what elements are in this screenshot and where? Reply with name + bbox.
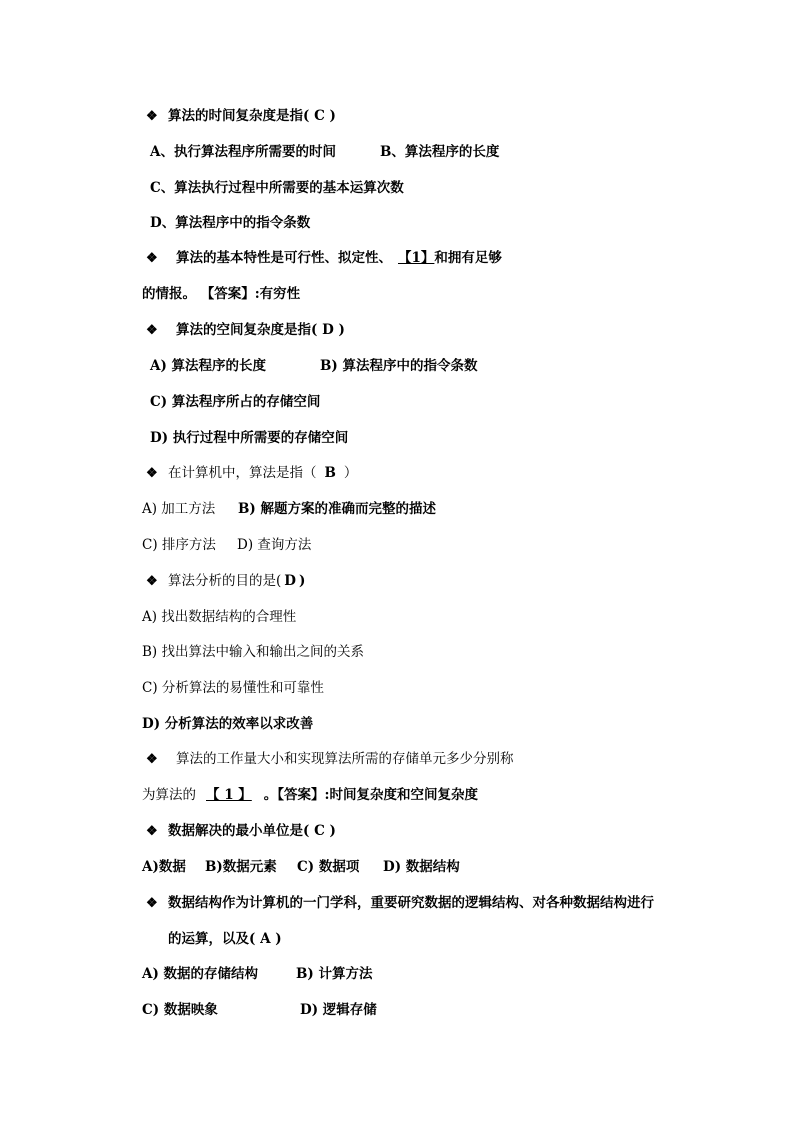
question-5-answer: D: [284, 573, 296, 589]
diamond-bullet-icon: ❖: [146, 466, 158, 481]
diamond-bullet-icon: ❖: [146, 109, 158, 124]
question-1-option-b: B、算法程序的长度: [380, 144, 500, 160]
question-4-option-c: C) 排序方法: [142, 537, 216, 553]
question-3-option-b: B) 算法程序中的指令条数: [320, 358, 478, 374]
question-6-stem: ❖ 算法的工作量大小和实现算法所需的存储单元多少分别称: [146, 749, 514, 770]
answer-blank: 【 1 】: [206, 787, 252, 803]
question-1-stem: ❖ 算法的时间复杂度是指( C ): [146, 106, 336, 127]
question-7-option-c: C) 数据项: [297, 859, 360, 875]
diamond-bullet-icon: ❖: [146, 824, 158, 839]
answer-blank: 【1】: [398, 250, 435, 266]
diamond-bullet-icon: ❖: [146, 574, 158, 589]
diamond-bullet-icon: ❖: [146, 251, 158, 266]
question-3-option-c: C) 算法程序所占的存储空间: [150, 394, 321, 410]
question-8-option-b: B) 计算方法: [296, 966, 373, 982]
question-8-option-a: A) 数据的存储结构: [142, 966, 259, 982]
diamond-bullet-icon: ❖: [146, 752, 158, 767]
question-2-stem: ❖ 算法的基本特性是可行性、拟定性、 【1】和拥有足够: [146, 248, 502, 269]
question-8-option-c: C) 数据映象: [142, 1002, 218, 1018]
question-4-stem: ❖ 在计算机中，算法是指（ B ）: [146, 463, 357, 484]
question-4-option-d: D) 查询方法: [237, 537, 312, 553]
question-4-option-b: B) 解题方案的准确而完整的描述: [238, 501, 436, 517]
diamond-bullet-icon: ❖: [146, 896, 158, 911]
question-5-option-a: A) 找出数据结构的合理性: [142, 609, 297, 625]
question-5-stem: ❖ 算法分析的目的是( D ): [146, 571, 305, 592]
question-1-option-a: A、执行算法程序所需要的时间: [150, 144, 336, 160]
question-5-option-b: B) 找出算法中输入和输出之间的关系: [142, 644, 364, 660]
question-3-stem: ❖ 算法的空间复杂度是指( D ): [146, 320, 345, 341]
question-2-stem-continued: 的情报。 【答案】:有穷性: [142, 286, 301, 302]
question-7-option-a: A)数据: [142, 859, 186, 875]
question-7-option-d: D) 数据结构: [383, 859, 460, 875]
question-8-stem-continued: 的运算，以及( A ): [168, 931, 282, 947]
question-5-option-c: C) 分析算法的易懂性和可靠性: [142, 680, 324, 696]
question-1-option-c: C、算法执行过程中所需要的基本运算次数: [150, 180, 404, 196]
question-1-option-d: D、算法程序中的指令条数: [150, 215, 311, 231]
question-7-stem: ❖ 数据解决的最小单位是( C ): [146, 821, 336, 842]
question-3-option-a: A) 算法程序的长度: [150, 358, 267, 374]
question-8-option-d: D) 逻辑存储: [300, 1002, 377, 1018]
question-6-stem-continued: 为算法的 【 1 】 。【答案】:时间复杂度和空间复杂度: [142, 787, 479, 803]
question-3-option-d: D) 执行过程中所需要的存储空间: [150, 430, 349, 446]
question-4-option-a: A) 加工方法: [142, 501, 216, 517]
question-5-option-d: D) 分析算法的效率以求改善: [142, 716, 314, 732]
question-8-stem: ❖ 数据结构作为计算机的一门学科，重要研究数据的逻辑结构、对各种数据结构进行: [146, 893, 654, 914]
diamond-bullet-icon: ❖: [146, 323, 158, 338]
question-4-answer: B: [324, 465, 336, 481]
question-7-option-b: B)数据元素: [205, 859, 277, 875]
